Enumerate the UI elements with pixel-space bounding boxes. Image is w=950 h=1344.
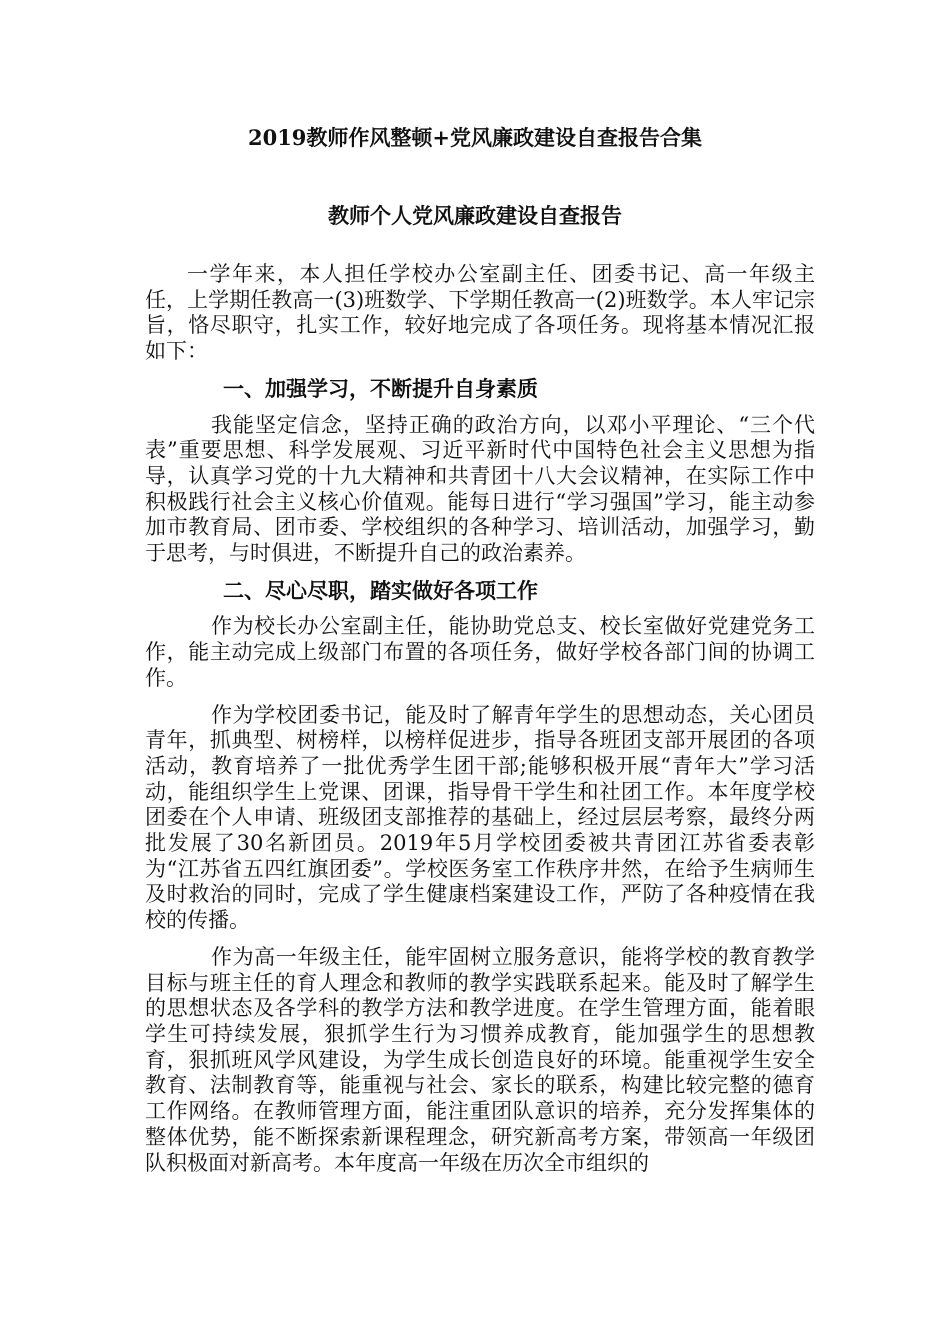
document-title: 2019教师作风整顿+党风廉政建设自查报告合集 <box>247 125 703 150</box>
section-2-heading: 二、尽心尽职，踏实做好各项工作 <box>223 577 538 603</box>
section-2-paragraph-office: 作为校长办公室副主任，能协助党总支、校长室做好党建党务工作，能主动完成上级部门布置的各项任务，做好学校各部门间的协调工作。 <box>145 614 815 690</box>
section-1-heading: 一、加强学习，不断提升自身素质 <box>223 375 538 401</box>
intro-paragraph: 一学年来，本人担任学校办公室副主任、团委书记、高一年级主任，上学期任教高一(3)班数学、下学期任教高一(2)班数学。本人牢记宗旨，恪尽职守，扎实工作，较好地完成了各项任务。现将基本情况汇报如下： <box>145 262 815 364</box>
document-subtitle: 教师个人党风廉政建设自查报告 <box>328 203 622 228</box>
section-2-paragraph-grade: 作为高一年级主任，能牢固树立服务意识，能将学校的教育教学目标与班主任的育人理念和教师的教学实践联系起来。能及时了解学生的思想状态及各学科的教学方法和教学进度。在学生管理方面，能着眼学生可持续发展，狠抓学生行为习惯养成教育，能加强学生的思想教育，狠抓班风学风建设，为学生成长创造良好的环境。能重视学生安全教育、法制教育等，能重视与社会、家长的联系，构建比较完整的德育工作网络。在教师管理方面，能注重团队意识的培养，充分发挥集体的整体优势，能不断探索新课程理念，研究新高考方案，带领高一年级团队积极面对新高考。本年度高一年级在历次全市组织的 <box>145 944 815 1175</box>
section-2-paragraph-league: 作为学校团委书记，能及时了解青年学生的思想动态，关心团员青年，抓典型、树榜样，以榜样促进步，指导各班团支部开展团的各项活动，教育培养了一批优秀学生团干部;能够积极开展“青年大”学习活动，能组织学生上党课、团课，指导骨干学生和社团工作。本年度学校团委在个人申请、班级团支部推荐的基础上，经过层层考察，最终分两批发展了30名新团员。2019年5月学校团委被共青团江苏省委表彰为“江苏省五四红旗团委”。学校医务室工作秩序井然，在给予生病师生及时救治的同时，完成了学生健康档案建设工作，严防了各种疫情在我校的传播。 <box>145 702 815 933</box>
section-1-paragraph: 我能坚定信念，坚持正确的政治方向，以邓小平理论、“三个代表”重要思想、科学发展观、习近平新时代中国特色社会主义思想为指导，认真学习党的十九大精神和共青团十八大会议精神，在实际工作中积极践行社会主义核心价值观。能每日进行“学习强国”学习，能主动参加市教育局、团市委、学校组织的各种学习、培训活动，加强学习，勤于思考，与时俱进，不断提升自己的政治素养。 <box>145 412 815 566</box>
document-body <box>145 262 815 1176</box>
